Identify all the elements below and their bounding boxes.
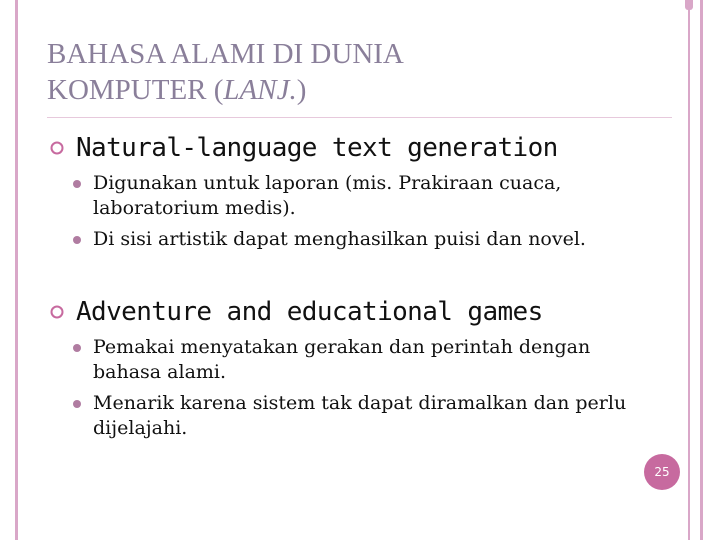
section-games [50,297,670,447]
dot-bullet-icon [73,236,81,244]
bullet-list [73,335,670,441]
list-item-text: Digunakan untuk laporan (mis. Prakiraan cuaca, laboratorium medis). [93,172,562,219]
list-item-text: Di sisi artistik dapat menghasilkan puisi dan novel. [93,228,586,250]
circle-bullet-icon [50,141,64,155]
list-item [73,335,633,385]
title-line-2-suffix: ) [296,74,307,106]
dot-bullet-icon [73,400,81,408]
section-text-generation [50,133,670,258]
title-line-2 [47,72,607,108]
section-heading [50,133,670,163]
title-line-1: BAHASA ALAMI DI DUNIA [47,38,404,70]
frame-knob [685,0,693,10]
dot-bullet-icon [73,344,81,352]
section-heading-text: Natural-language text generation [76,133,558,163]
frame-left-line [15,0,18,540]
page-number-badge: 25 [644,454,680,490]
slide-title [47,36,607,108]
section-heading-text: Adventure and educational games [76,297,543,327]
circle-bullet-icon [50,305,64,319]
title-divider [47,117,672,118]
frame-right-inner-line [688,0,690,540]
list-item [73,171,633,221]
frame-right-outer-line [700,0,703,540]
list-item [73,391,633,441]
list-item-text: Pemakai menyatakan gerakan dan perintah dengan bahasa alami. [93,336,591,383]
title-line-2-prefix: KOMPUTER ( [47,74,224,106]
bullet-list [73,171,670,252]
title-line-2-italic: LANJ. [223,74,297,106]
section-heading [50,297,670,327]
dot-bullet-icon [73,180,81,188]
list-item-text: Menarik karena sistem tak dapat diramalkan dan perlu dijelajahi. [93,392,627,439]
list-item [73,227,633,252]
